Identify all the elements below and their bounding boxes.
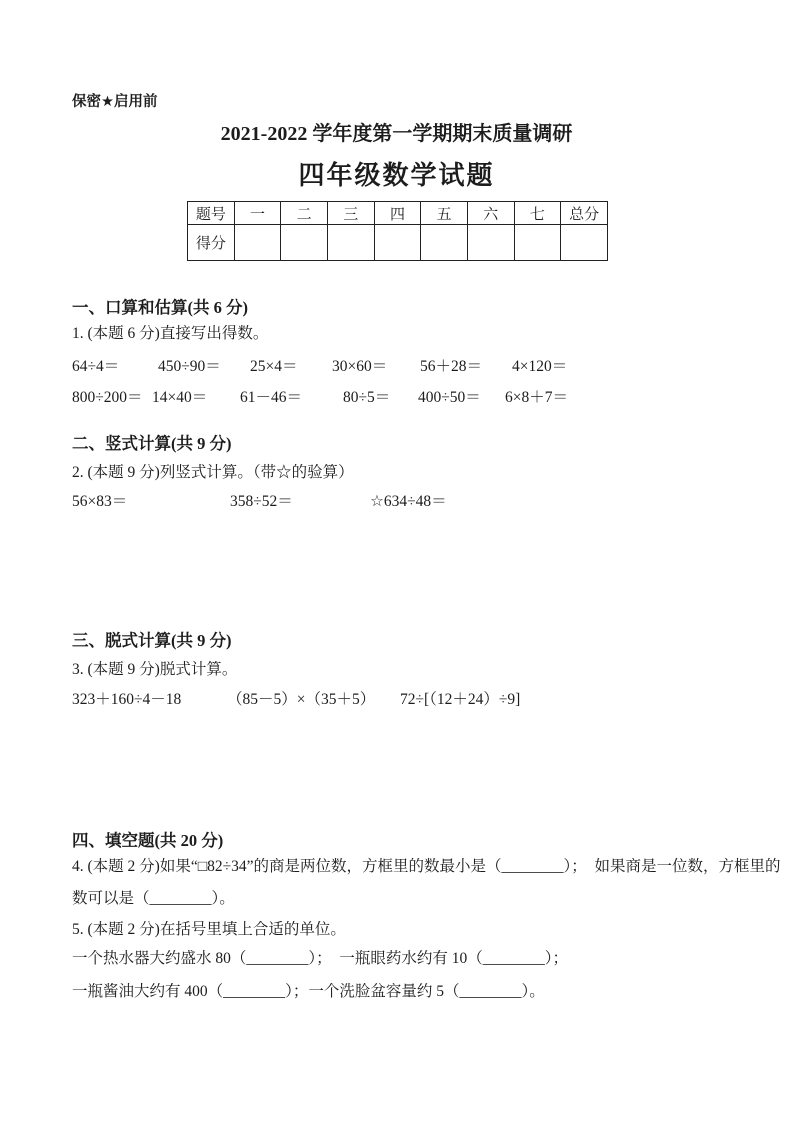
question-col-5: 五 xyxy=(421,202,468,225)
score-cell-empty xyxy=(467,225,514,261)
question4-line2: 数可以是（________）。 xyxy=(72,890,235,907)
score-cell-empty xyxy=(234,225,281,261)
question-col-6: 六 xyxy=(467,202,514,225)
oral-calc-problem: 61－46＝ xyxy=(240,389,303,406)
oral-calc-problem: 14×40＝ xyxy=(152,389,208,406)
section2-instruction: 2. (本题 9 分)列竖式计算。（带☆的验算） xyxy=(72,464,354,481)
question5-instruction: 5. (本题 2 分)在括号里填上合适的单位。 xyxy=(72,921,346,938)
secret-notice: 保密★启用前 xyxy=(72,94,158,110)
vertical-calc-row xyxy=(0,493,793,513)
vertical-calc-problem: 358÷52＝ xyxy=(230,493,293,510)
score-label: 得分 xyxy=(188,225,235,261)
step-calc-row xyxy=(0,691,793,711)
score-table xyxy=(187,201,608,261)
exam-subject-title: 四年级数学试题 xyxy=(298,160,495,190)
vertical-calc-problem: ☆634÷48＝ xyxy=(370,493,447,510)
oral-calc-problem: 64÷4＝ xyxy=(72,358,120,375)
question-col-3: 三 xyxy=(327,202,374,225)
question-col-4: 四 xyxy=(374,202,421,225)
score-table-header-row xyxy=(188,202,608,225)
question-col-1: 一 xyxy=(234,202,281,225)
oral-calc-problem: 450÷90＝ xyxy=(158,358,221,375)
oral-calc-row1 xyxy=(0,358,793,378)
question5-line1: 一个热水器大约盛水 80（________）； 一瓶眼药水约有 10（________）； xyxy=(72,950,569,967)
score-cell-empty xyxy=(421,225,468,261)
oral-calc-problem: 56＋28＝ xyxy=(420,358,483,375)
question-col-2: 二 xyxy=(281,202,328,225)
score-cell-empty xyxy=(514,225,561,261)
section4-heading: 四、填空题(共 20 分) xyxy=(72,831,224,850)
oral-calc-problem: 800÷200＝ xyxy=(72,389,143,406)
question5-line2: 一瓶酱油大约有 400（________）；一个洗脸盆容量约 5（________）。 xyxy=(72,983,545,1000)
step-calc-problem: 72÷[（12＋24）÷9] xyxy=(400,691,521,708)
section3-heading: 三、脱式计算(共 9 分) xyxy=(72,631,232,650)
oral-calc-problem: 400÷50＝ xyxy=(418,389,481,406)
section1-instruction: 1. (本题 6 分)直接写出得数。 xyxy=(72,325,269,342)
exam-session-title: 2021-2022 学年度第一学期期末质量调研 xyxy=(220,123,573,145)
step-calc-problem: 323＋160÷4－18 xyxy=(72,691,182,708)
step-calc-problem: （85－5）×（35＋5） xyxy=(227,691,376,708)
oral-calc-problem: 30×60＝ xyxy=(332,358,388,375)
oral-calc-problem: 6×8＋7＝ xyxy=(505,389,568,406)
oral-calc-problem: 80÷5＝ xyxy=(343,389,391,406)
question-number-label: 题号 xyxy=(188,202,235,225)
oral-calc-row2 xyxy=(0,389,793,409)
score-cell-empty xyxy=(561,225,608,261)
score-table-score-row xyxy=(188,225,608,261)
score-cell-empty xyxy=(281,225,328,261)
oral-calc-problem: 4×120＝ xyxy=(512,358,568,375)
vertical-calc-problem: 56×83＝ xyxy=(72,493,128,510)
question-col-7: 七 xyxy=(514,202,561,225)
oral-calc-problem: 25×4＝ xyxy=(250,358,298,375)
score-cell-empty xyxy=(374,225,421,261)
question-col-total: 总分 xyxy=(561,202,608,225)
section2-heading: 二、竖式计算(共 9 分) xyxy=(72,434,232,453)
score-cell-empty xyxy=(327,225,374,261)
section1-heading: 一、口算和估算(共 6 分) xyxy=(72,298,248,317)
question4-line1: 4. (本题 2 分)如果“□82÷34”的商是两位数，方框里的数最小是（________）； 如果商是一位数，方框里的 xyxy=(72,858,781,875)
section3-instruction: 3. (本题 9 分)脱式计算。 xyxy=(72,661,238,678)
